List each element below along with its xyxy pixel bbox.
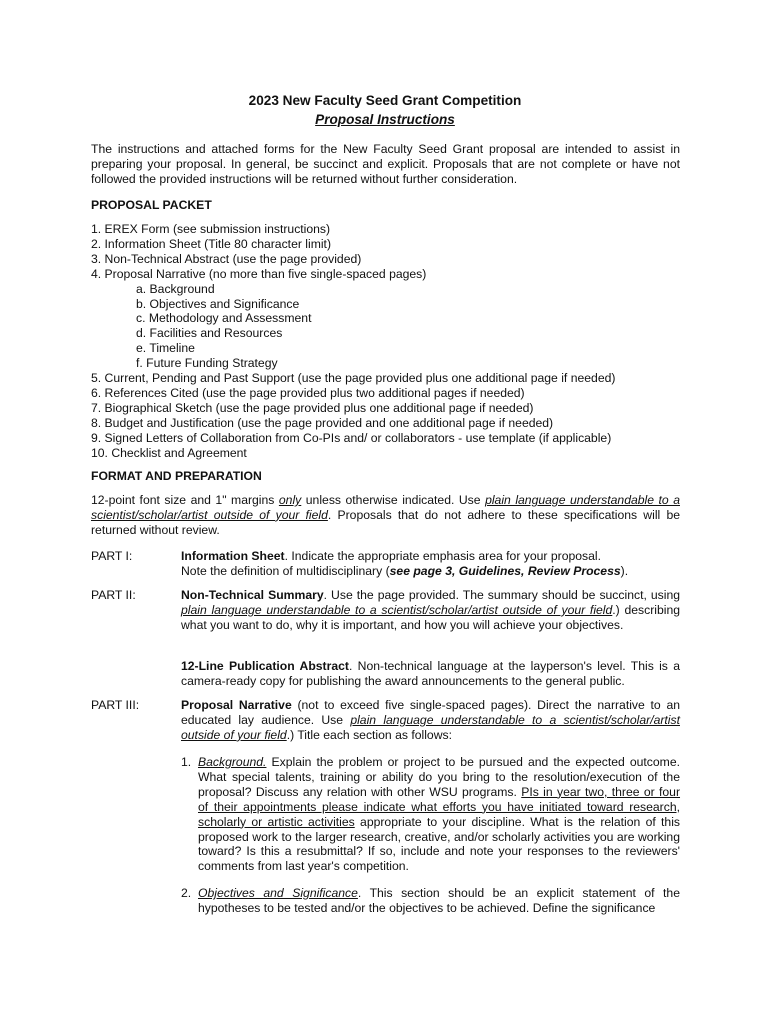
list-item: 6. References Cited (use the page provided plus two additional pages if needed) (91, 385, 525, 400)
item-text: appropriate to your discipline. What is the relation of this proposed work to the larger research, creative, and/or scholarly activities you are working toward? Is this a resubmittal? If so, include and note your responses to the reviewers' comments from last year's competition. (198, 814, 680, 874)
list-subitem: a. Background (136, 281, 215, 296)
item-title: Objectives and Significance (198, 886, 358, 900)
format-text: unless otherwise indicated. Use (301, 493, 486, 507)
list-item: 5. Current, Pending and Past Support (use the page provided plus one additional page if needed) (91, 371, 616, 386)
packet-list (91, 222, 680, 461)
list-subitem: e. Timeline (136, 341, 195, 356)
part2-text: . Use the page provided. The summary should be succinct, using (323, 588, 681, 602)
part1-label: PART I: (91, 549, 133, 563)
item-underlined: PIs in year two, three or four of their appointments please indicate what efforts you have initiated toward research, scholarly or artistic activities (198, 784, 681, 829)
part3-title: Proposal Narrative (181, 698, 292, 712)
part2-label: PART II: (91, 588, 136, 602)
item-text: . This section should be an explicit statement of the hypotheses to be tested and/or the objectives to be achieved. Define the significance (198, 886, 680, 915)
format-paragraph (91, 493, 680, 538)
part2-text: .) describing what you want to do, why it is important, and how you will achieve your objectives. (181, 602, 681, 632)
part3-plain-language: plain language understandable to a scientist/scholar/artist outside of your field (181, 712, 680, 742)
item-number: 1. (181, 755, 192, 769)
document-subtitle: Proposal Instructions (315, 112, 455, 127)
format-text: . Proposals that do not adhere to these specifications will be returned without review. (91, 507, 680, 537)
part1-reference: see page 3, Guidelines, Review Process (389, 563, 621, 578)
part1-text (181, 549, 680, 579)
part2-abstract (181, 659, 680, 689)
part2-summary (181, 588, 680, 633)
list-subitem: c. Methodology and Assessment (136, 311, 312, 326)
list-subitem: b. Objectives and Significance (136, 296, 300, 311)
list-subitem: d. Facilities and Resources (136, 326, 283, 341)
part1-line: . Indicate the appropriate emphasis area for your proposal. (284, 549, 601, 563)
abstract-title: 12-Line Publication Abstract (181, 659, 349, 673)
list-item: 9. Signed Letters of Collaboration from Co-PIs and/ or collaborators - use template (if applicable) (91, 430, 612, 445)
item-text: Explain the problem or project to be pursued and the expected outcome. What special talents, training or ability do you bring to the resolution/execution of the proposal? Discuss any relation with other WSU programs. (198, 755, 680, 799)
list-item: 10. Checklist and Agreement (91, 445, 247, 460)
list-item: 2. Information Sheet (Title 80 character limit) (91, 236, 332, 251)
document-title: 2023 New Faculty Seed Grant Competition (248, 93, 522, 108)
format-heading: FORMAT AND PREPARATION (91, 469, 262, 483)
list-item: 4. Proposal Narrative (no more than five single-spaced pages) (91, 266, 427, 281)
list-item: 7. Biographical Sketch (use the page provided plus one additional page if needed) (91, 400, 534, 415)
part1-line: ). (620, 563, 629, 578)
list-subitem: f. Future Funding Strategy (136, 356, 278, 371)
part1-line: Note the definition of multidisciplinary ( (181, 563, 390, 578)
list-item: 1. EREX Form (see submission instructions) (91, 222, 331, 236)
intro-paragraph: The instructions and attached forms for the New Faculty Seed Grant proposal are intended to assist in preparing your proposal. In general, be succinct and explicit. Proposals that are not complete or have not followed the provided instructions will be returned without further consideration. (91, 142, 680, 186)
part3-narrative (181, 698, 680, 743)
part1-title: Information Sheet (181, 549, 285, 563)
part2-title: Non-Technical Summary (181, 588, 324, 602)
format-text: 12-point font size and 1" margins (91, 493, 279, 507)
part3-text: (not to exceed five single-spaced pages). Direct the narrative to an educated lay audience. Use (181, 698, 680, 727)
list-item: 3. Non-Technical Abstract (use the page provided) (91, 251, 362, 266)
part2-plain-language: plain language understandable to a scientist/scholar/artist outside of your field (181, 602, 613, 617)
item-title: Background. (198, 755, 267, 769)
narrative-item-background (181, 755, 680, 874)
format-plain-language: plain language understandable to a scientist/scholar/artist outside of your field (91, 493, 680, 522)
packet-heading: PROPOSAL PACKET (91, 198, 212, 212)
item-number: 2. (181, 886, 192, 900)
abstract-text: . Non-technical language at the layperson's level. This is a camera-ready copy for publishing the award announcements to the general public. (181, 659, 680, 688)
format-emphasis-only: only (278, 493, 302, 507)
narrative-item-objectives (181, 886, 680, 916)
list-item: 8. Budget and Justification (use the page provided and one additional page if needed) (91, 415, 554, 430)
part3-text: .) Title each section as follows: (286, 727, 452, 742)
part3-label: PART III: (91, 698, 140, 712)
